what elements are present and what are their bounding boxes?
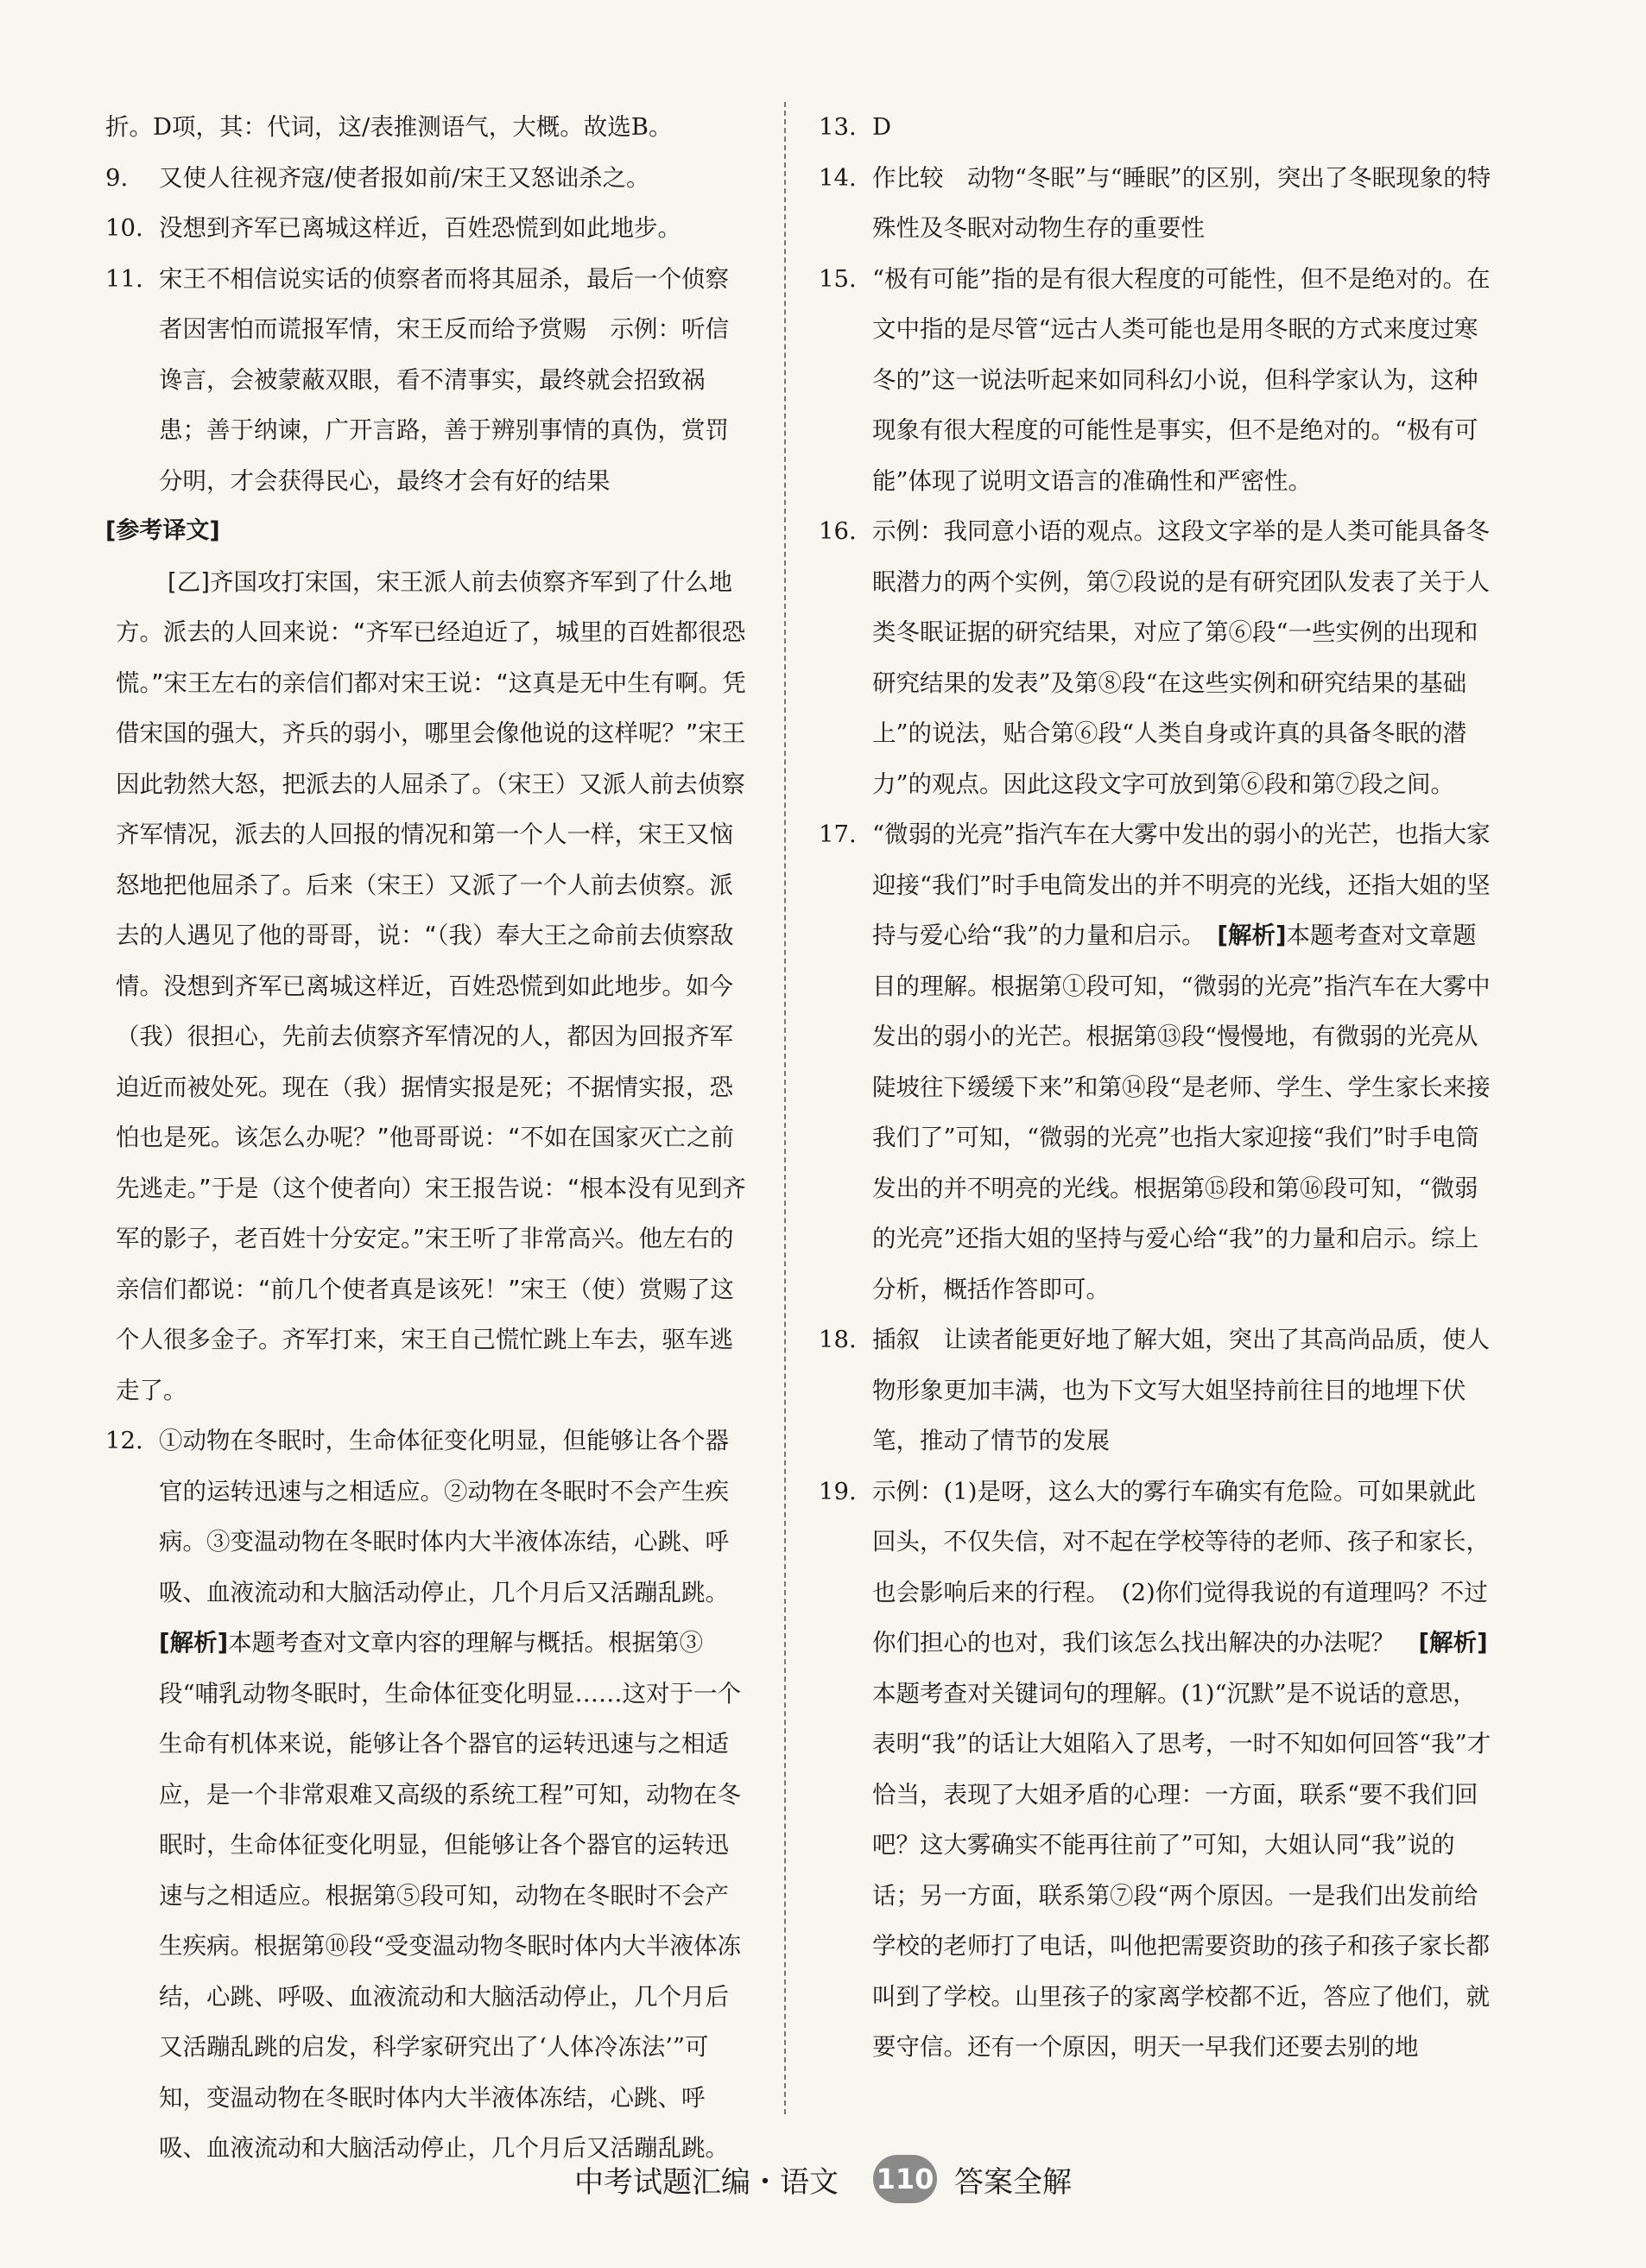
column-divider bbox=[784, 102, 786, 2114]
reference-translation-heading: [参考译文] bbox=[105, 517, 220, 544]
answer-17 bbox=[819, 809, 1499, 1315]
answer-text: 没想到齐军已离城这样近，百姓恐慌到如此地步。 bbox=[159, 214, 681, 242]
answer-number: 16. bbox=[819, 517, 857, 545]
answer-number: 13. bbox=[819, 113, 857, 141]
answer-number: 9. bbox=[105, 163, 129, 192]
answer-number: 19. bbox=[819, 1477, 857, 1505]
answer-number: 11. bbox=[105, 264, 143, 293]
answer-13 bbox=[819, 102, 1499, 153]
answer-12 bbox=[105, 1416, 751, 2174]
right-column bbox=[819, 102, 1499, 2073]
footer-section-title: 答案全解 bbox=[954, 2164, 1072, 2200]
answer-number: 12. bbox=[105, 1427, 143, 1454]
answer-text: 作比较 动物“冬眠”与“睡眠”的区别，突出了冬眠现象的特殊性及冬眠对动物生存的重要性 bbox=[872, 163, 1491, 242]
analysis-tag: [解析] bbox=[1217, 922, 1287, 949]
translation-text: [乙]齐国攻打宋国，宋王派人前去侦察齐军到了什么地方。派去的人回来说：“齐军已经迫近了，城里的百姓都很恐慌。”宋王左右的亲信们都对宋王说：“这真是无中生有啊。凭借宋国的强大，齐兵的弱小，哪里会像他说的这样呢？”宋王因此勃然大怒，把派去的人屈杀了。（宋王）又派人前去侦察齐军情况，派去的人回报的情况和第一个人一样，宋王又恼怒地把他屈杀了。后来（宋王）又派了一个人前去侦察。派去的人遇见了他的哥哥，说：“（我）奉大王之命前去侦察敌情。没想到齐军已离城这样近，百姓恐慌到如此地步。如今（我）很担心，先前去侦察齐军情况的人，都因为回报齐军迫近而被处死。现在（我）据情实报是死；不据情实报，恐怕也是死。该怎么办呢？”他哥哥说：“不如在国家灭亡之前先逃走。”于是（这个使者向）宋王报告说：“根本没有见到齐军的影子，老百姓十分安定。”宋王听了非常高兴。他左右的亲信们都说：“前几个使者真是该死！”宋王（使）赏赐了这个人很多金子。齐军打来，宋王自己慌忙跳上车去，驱车逃走了。 bbox=[116, 567, 746, 1404]
reference-translation bbox=[105, 557, 751, 1416]
answer-19 bbox=[819, 1467, 1499, 2073]
answer-number: 10. bbox=[105, 214, 143, 242]
analysis-text: 本题考查对文章内容的理解与概括。根据第③段“哺乳动物冬眠时，生命体征变化明显……这对于一个生命有机体来说，能够让各个器官的运转迅速与之相适应，是一个非常艰难又高级的系统工程”可知，动物在冬眠时，生命体征变化明显，但能够让各个器官的运转迅速与之相适应。根据第⑤段可知，动物在冬眠时不会产生疾病。根据第⑩段“受变温动物冬眠时体内大半液体冻结，心跳、呼吸、血液流动和大脑活动停止，几个月后又活蹦乱跳的启发，科学家研究出了‘人体冷冻法’”可知，变温动物在冬眠时体内大半液体冻结，心跳、呼吸、血液流动和大脑活动停止，几个月后又活蹦乱跳。 bbox=[159, 1629, 742, 2162]
answer-10 bbox=[105, 203, 751, 254]
footer-book-title: 中考试题汇编・语文 bbox=[574, 2164, 839, 2200]
answer-text: “极有可能”指的是有很大程度的可能性，但不是绝对的。在文中指的是尽管“远古人类可能也是用冬眠的方式来度过寒冬的”这一说法听起来如同科幻小说，但科学家认为，这种现象有很大程度的可能性是事实，但不是绝对的。“极有可能”体现了说明文语言的准确性和严密性。 bbox=[872, 264, 1491, 495]
answer-text: ①动物在冬眠时，生命体征变化明显，但能够让各个器官的运转迅速与之相适应。②动物在冬眠时不会产生疾病。③变温动物在冬眠时体内大半液体冻结，心跳、呼吸、血液流动和大脑活动停止，几个月后又活蹦乱跳。 bbox=[159, 1427, 741, 1606]
answer-text: D bbox=[872, 113, 892, 141]
answer-text: 插叙 让读者能更好地了解大姐，突出了其高尚品质，使人物形象更加丰满，也为下文写大姐坚持前往目的地埋下伏笔，推动了情节的发展 bbox=[872, 1326, 1490, 1454]
analysis-text: 本题考查对文章题目的理解。根据第①段可知，“微弱的光亮”指汽车在大雾中发出的弱小的光芒。根据第⑬段“慢慢地，有微弱的光亮从陡坡往下缓缓下来”和第⑭段“是老师、学生、学生家长来接我们了”可知，“微弱的光亮”也指大家迎接“我们”时手电筒发出的并不明亮的光线。根据第⑮段和第⑯段可知，“微弱的光亮”还指大姐的坚持与爱心给“我”的力量和启示。综上分析，概括作答即可。 bbox=[872, 922, 1491, 1303]
analysis-text: 本题考查对关键词句的理解。(1)“沉默”是不说话的意思，表明“我”的话让大姐陷入了思考，一时不知如何回答“我”才恰当，表现了大姐矛盾的心理：一方面，联系“要不我们回吧？这大雾确实不能再往前了”可知，大姐认同“我”说的话；另一方面，联系第⑦段“两个原因。一是我们出发前给学校的老师打了电话，叫他把需要资助的孩子和孩子家长都叫到了学校。山里孩子的家离学校都不近，答应了他们，就要守信。还有一个原因，明天一早我们还要去别的地 bbox=[872, 1679, 1491, 2061]
answer-9 bbox=[105, 153, 751, 204]
answer-text: 示例：我同意小语的观点。这段文字举的是人类可能具备冬眠潜力的两个实例，第⑦段说的是有研究团队发表了关于人类冬眠证据的研究结果，对应了第⑥段“一些实例的出现和研究结果的发表”及第⑧段“在这些实例和研究结果的基础上”的说法，贴合第⑥段“人类自身或许真的具备冬眠的潜力”的观点。因此这段文字可放到第⑥段和第⑦段之间。 bbox=[872, 517, 1490, 798]
analysis-tag: [解析] bbox=[159, 1629, 229, 1657]
answer-number: 18. bbox=[819, 1326, 857, 1353]
answer-15 bbox=[819, 254, 1499, 507]
answer-text: 又使人往视齐寇/使者报如前/宋王又怒诎杀之。 bbox=[159, 163, 650, 192]
page-number-badge: 110 bbox=[873, 2155, 937, 2203]
answer-text: 示例：(1)是呀，这么大的雾行车确实有危险。可如果就此回头，不仅失信，对不起在学校等待的老师、孩子和家长，也会影响后来的行程。 (2)你们觉得我说的有道理吗？不过你们担心的也对，我们该怎么找出解决的办法呢？ bbox=[872, 1477, 1490, 1657]
answer-text: 宋王不相信说实话的侦察者而将其屈杀，最后一个侦察者因害怕而谎报军情，宋王反而给予赏赐 示例：听信谗言，会被蒙蔽双眼，看不清事实，最终就会招致祸患；善于纳谏，广开言路，善于辨别事情的真伪，赏罚分明，才会获得民心，最终才会有好的结果 bbox=[159, 264, 729, 495]
answer-8-continuation: 折。D项，其：代词，这/表推测语气，大概。故选B。 bbox=[105, 113, 673, 141]
page-footer bbox=[0, 2149, 1646, 2209]
analysis-tag: [解析] bbox=[1418, 1629, 1488, 1657]
answer-number: 14. bbox=[819, 163, 857, 192]
answer-number: 15. bbox=[819, 264, 857, 293]
answer-16 bbox=[819, 506, 1499, 809]
answer-14 bbox=[819, 153, 1499, 254]
answer-number: 17. bbox=[819, 820, 857, 848]
answer-11 bbox=[105, 254, 751, 507]
answer-18 bbox=[819, 1315, 1499, 1467]
answer-text: “微弱的光亮”指汽车在大雾中发出的弱小的光芒，也指大家迎接“我们”时手电筒发出的并不明亮的光线，还指大姐的坚持与爱心给“我”的力量和启示。 bbox=[872, 820, 1491, 949]
left-column bbox=[105, 102, 751, 2174]
